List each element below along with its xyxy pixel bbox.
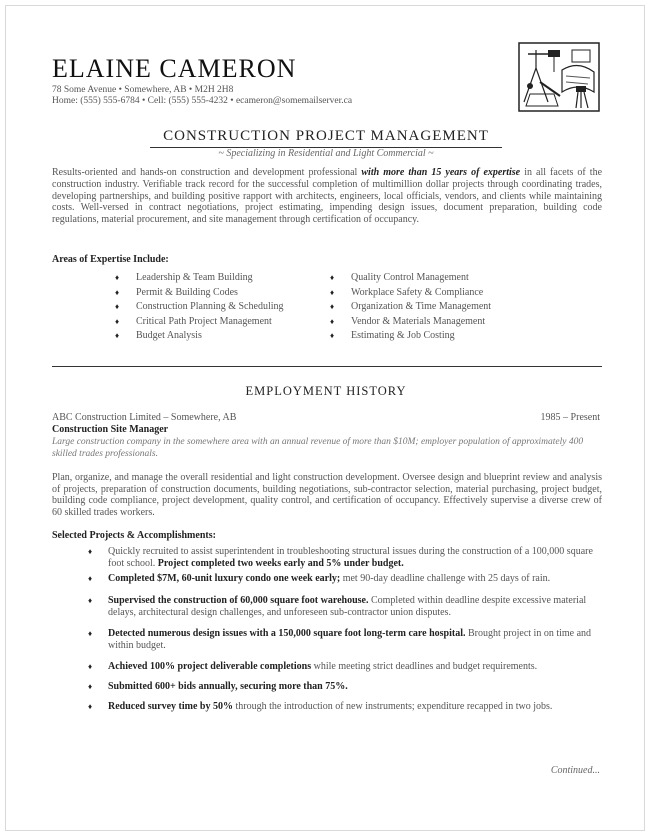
summary-highlight: with more than 15 years of expertise	[361, 167, 521, 178]
projects-label: Selected Projects & Accomplishments:	[52, 530, 216, 541]
expertise-list-right	[330, 271, 491, 344]
accomplishment-text: Completed within deadline despite excessive material delays, architectural design challenges, and unforeseen sub-contractor union disputes.	[108, 595, 587, 618]
expertise-item: ♦ Permit & Building Codes	[115, 286, 284, 301]
resume-name: ELAINE CAMERON	[52, 54, 297, 83]
accomplishment-text: Quickly recruited to assist superintendent in troubleshooting structural issues during the construction of a 100,000 square foot school.	[108, 546, 593, 569]
job-title: Construction Site Manager	[52, 424, 169, 435]
accomplishment-bold: Project completed two weeks early and 5% under budget.	[157, 558, 404, 569]
expertise-list-left	[115, 271, 284, 344]
construction-sketch-icon	[518, 42, 600, 112]
expertise-item: ♦ Organization & Time Management	[330, 300, 491, 315]
accomplishment-text: through the introduction of new instruments; expenditure recapped in two jobs.	[235, 701, 553, 712]
employment-history-title: EMPLOYMENT HISTORY	[245, 384, 407, 398]
expertise-item: ♦ Quality Control Management	[330, 271, 491, 286]
expertise-item: ♦ Estimating & Job Costing	[330, 329, 491, 344]
expertise-item: ♦ Critical Path Project Management	[115, 315, 284, 330]
summary-lead: Results-oriented and hands-on construction and development professional	[52, 167, 358, 178]
accomplishments-list	[88, 546, 603, 728]
expertise-item: ♦ Workplace Safety & Compliance	[330, 286, 491, 301]
headline-tagline: ~ Specializing in Residential and Light Commercial ~	[218, 148, 434, 159]
section-divider	[52, 366, 602, 367]
accomplishment-item	[88, 595, 603, 628]
expertise-item: ♦ Vendor & Materials Management	[330, 315, 491, 330]
accomplishment-item	[88, 681, 603, 701]
employment-dates: 1985 – Present	[540, 412, 600, 423]
accomplishment-item	[88, 701, 603, 728]
expertise-item: ♦ Leadership & Team Building	[115, 271, 284, 286]
expertise-item: ♦ Construction Planning & Scheduling	[115, 300, 284, 315]
contact-address: 78 Some Avenue • Somewhere, AB • M2H 2H8	[52, 85, 234, 95]
company-description: Large construction company in the somewhere area with an annual revenue of more than $10M; employer population of approximately 400 skilled trades professionals.	[52, 437, 584, 459]
headline-title: CONSTRUCTION PROJECT MANAGEMENT	[163, 128, 489, 144]
professional-summary	[52, 167, 602, 226]
accomplishment-item	[88, 628, 603, 661]
accomplishment-item	[88, 573, 603, 595]
expertise-item: ♦ Budget Analysis	[115, 329, 284, 344]
accomplishment-bold: Reduced survey time by 50%	[108, 701, 233, 712]
accomplishment-item	[88, 661, 603, 681]
accomplishment-text: while meeting strict deadlines and budget requirements.	[313, 661, 538, 672]
accomplishment-bold: Achieved 100% project deliverable completions	[108, 661, 312, 672]
accomplishment-bold: Submitted 600+ bids annually, securing more than 75%.	[108, 681, 348, 692]
accomplishment-bold: Detected numerous design issues with a 150,000 square foot long-term care hospital.	[108, 628, 466, 639]
summary-body: in all facets of the construction industry. Verifiable track record for the successful completion of multimillion dollar projects through coordinating trades, developing partnerships, and building positive rapport with architects, engineers, local officials, vendors, and clients while maintaining costs. Well-versed in contract negotiations, project estimating, impending design issues, document preparation, building code regulations, material procurement, and site management through certification of occupancy.	[52, 167, 603, 226]
accomplishment-bold: Supervised the construction of 60,000 square foot warehouse.	[108, 595, 369, 606]
accomplishment-text: Brought project in on time and within budget.	[108, 628, 592, 651]
contact-phone-email: Home: (555) 555-6784 • Cell: (555) 555-4232 • ecameron@somemailserver.ca	[52, 96, 353, 106]
job-responsibilities: Plan, organize, and manage the overall residential and light construction development. Oversee design and blueprint review and analysis of projects, preparation of construction documents, building negotiations, sub-contractor selection, material purchasing, project budget, building code compliance, project development, quality control, and certification of occupancy. Effectively supervise a diverse crew of 60 skilled trades workers.	[52, 472, 602, 518]
continued-note: Continued...	[550, 765, 600, 776]
expertise-label: Areas of Expertise Include:	[52, 254, 169, 265]
accomplishment-text: met 90-day deadline challenge with 25 days of rain.	[342, 573, 551, 584]
employer-name: ABC Construction Limited – Somewhere, AB	[52, 412, 237, 423]
accomplishment-item	[88, 546, 603, 573]
accomplishment-bold: Completed $7M, 60-unit luxury condo one week early;	[108, 573, 341, 584]
